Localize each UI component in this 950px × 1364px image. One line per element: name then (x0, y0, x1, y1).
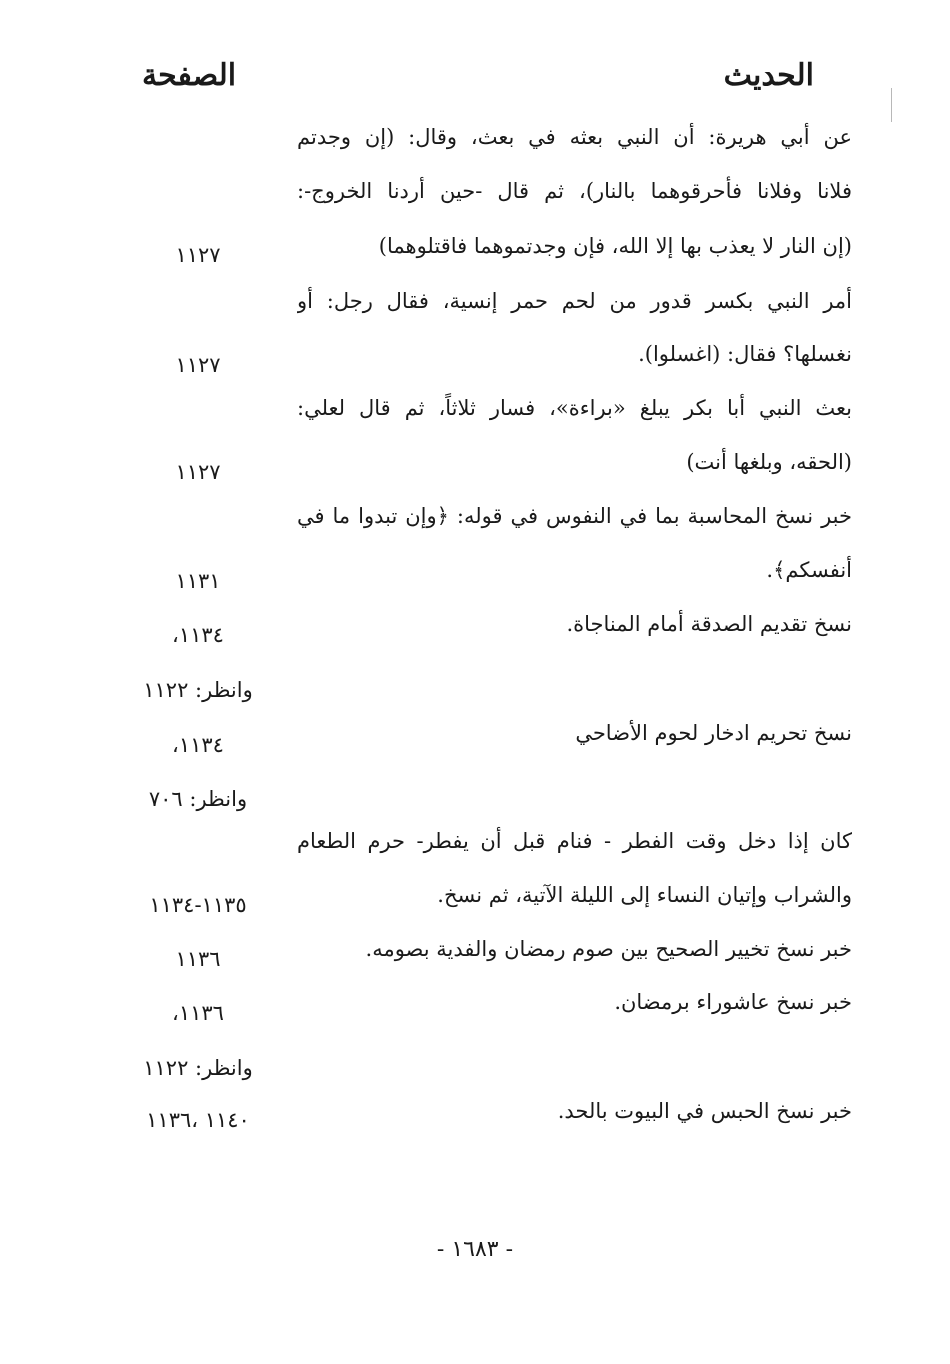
hadith-line: نغسلها؟ فقال: (اغسلوا). (638, 342, 852, 366)
hadith-line: خبر نسخ عاشوراء برمضان. (614, 990, 852, 1014)
column-header-page: الصفحة (142, 58, 237, 93)
hadith-line: خبر نسخ الحبس في البيوت بالحد. (557, 1099, 852, 1123)
hadith-line: كان إذا دخل وقت الفطر - فنام قبل أن يفطر- حرم الطعام (297, 829, 852, 853)
hadith-line: أمر النبي بكسر قدور من لحم حمر إنسية، فقال رجل: أو (297, 289, 852, 313)
hadith-line: (الحقه، وبلغها أنت) (686, 450, 852, 474)
hadith-line: أنفسكم﴾. (766, 558, 852, 582)
hadith-line: نسخ تحريم ادخار لحوم الأضاحي (575, 721, 852, 745)
page-ref: ١١٣١ (175, 569, 221, 593)
hadith-line: نسخ تقديم الصدقة أمام المناجاة. (566, 612, 852, 636)
hadith-line: (إن النار لا يعذب بها إلا الله، فإن وجدتموهما فاقتلوهما) (378, 234, 852, 258)
page-ref: ١١٢٧ (175, 353, 221, 377)
page-ref: ١١٣٦ (175, 947, 221, 971)
hadith-line: عن أبي هريرة: أن النبي بعثه في بعث، وقال: (إن وجدتم (297, 125, 852, 149)
page-ref: ١١٤٠ ،١١٣٦ (146, 1108, 250, 1132)
hadith-line: خبر نسخ تخيير الصحيح بين صوم رمضان والفدية بصومه. (365, 937, 852, 961)
hadith-line: خبر نسخ المحاسبة بما في النفوس في قوله: ﴿وإن تبدوا ما في (297, 504, 852, 528)
page-ref: ١١٢٧ (175, 460, 221, 484)
page-ref: ١١٣٥-١١٣٤ (149, 893, 247, 917)
page-ref: ١١٢٧ (175, 243, 221, 267)
page-ref: وانظر: ١١٢٢ (143, 678, 253, 702)
page-ref: ١١٣٤، (172, 623, 224, 647)
page-ref: ١١٣٦، (172, 1001, 224, 1025)
page-ref: ١١٣٤، (172, 733, 224, 757)
page-ref: وانظر: ٧٠٦ (148, 787, 248, 811)
page-number: - ١٦٨٣ - (436, 1237, 514, 1262)
hadith-line: فلانا وفلانا فأحرقوهما بالنار)، ثم قال -حين أردنا الخروج-: (297, 179, 852, 203)
column-header-hadith: الحديث (723, 58, 814, 93)
margin-rule (891, 88, 892, 122)
page-ref: وانظر: ١١٢٢ (143, 1056, 253, 1080)
hadith-line: والشراب وإتيان النساء إلى الليلة الآتية، ثم نسخ. (437, 883, 852, 907)
hadith-line: بعث النبي أبا بكر يبلغ «براءة»، فسار ثلاثاً، ثم قال لعلي: (297, 396, 852, 420)
